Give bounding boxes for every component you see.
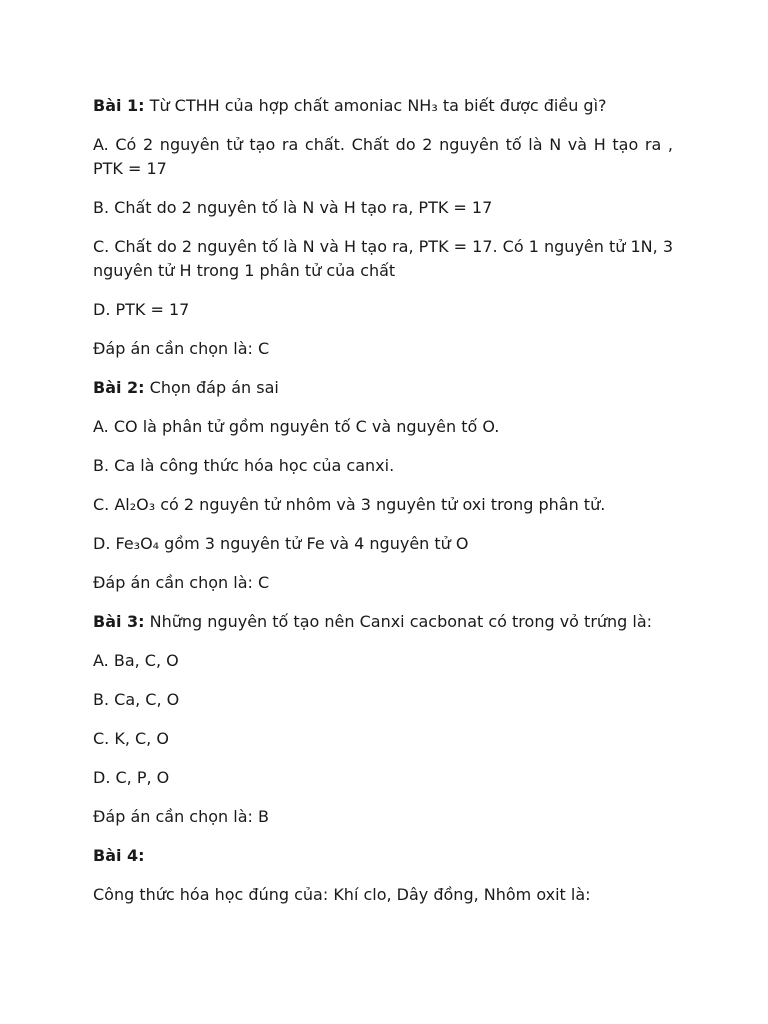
question-2-prompt (93, 376, 673, 400)
question-4-text: Công thức hóa học đúng của: Khí clo, Dây đồng, Nhôm oxit là: (93, 885, 591, 904)
question-1-option-d: D. PTK = 17 (93, 300, 190, 319)
question-1-subscript: ₃ (431, 96, 438, 115)
question-4-label: Bài 4: (93, 846, 145, 865)
question-1-option-b: B. Chất do 2 nguyên tố là N và H tạo ra, PTK = 17 (93, 198, 493, 217)
question-1-text-before: Từ CTHH của hợp chất amoniac NH (144, 96, 432, 115)
question-3-option-b: B. Ca, C, O (93, 690, 180, 709)
question-1-option-a: A. Có 2 nguyên tử tạo ra chất. Chất do 2 nguyên tố là N và H tạo ra , PTK = 17 (93, 135, 673, 178)
question-3-text: Những nguyên tố tạo nên Canxi cacbonat có trong vỏ trứng là: (144, 612, 653, 631)
question-3-option-a: A. Ba, C, O (93, 651, 179, 670)
question-3-label: Bài 3: (93, 612, 145, 631)
question-3-prompt (93, 610, 673, 634)
question-1-option-c: C. Chất do 2 nguyên tố là N và H tạo ra, PTK = 17. Có 1 nguyên tử 1N, 3 nguyên tử H trong 1 phân tử của chất (93, 237, 673, 280)
question-2-label: Bài 2: (93, 378, 145, 397)
question-1-prompt (93, 94, 673, 118)
question-2-option-b: B. Ca là công thức hóa học của canxi. (93, 456, 395, 475)
question-2-option-d: D. Fe₃O₄ gồm 3 nguyên tử Fe và 4 nguyên tử O (93, 534, 469, 553)
question-1-label: Bài 1: (93, 96, 145, 115)
question-1-answer: Đáp án cần chọn là: C (93, 339, 270, 358)
question-2-answer: Đáp án cần chọn là: C (93, 573, 270, 592)
question-3-option-d: D. C, P, O (93, 768, 170, 787)
question-2-text: Chọn đáp án sai (144, 378, 279, 397)
question-2-option-c: C. Al₂O₃ có 2 nguyên tử nhôm và 3 nguyên tử oxi trong phân tử. (93, 495, 606, 514)
question-2-option-a: A. CO là phân tử gồm nguyên tố C và nguyên tố O. (93, 417, 500, 436)
document-body (93, 94, 673, 922)
question-3-answer: Đáp án cần chọn là: B (93, 807, 269, 826)
question-3-option-c: C. K, C, O (93, 729, 169, 748)
question-1-text-after: ta biết được điều gì? (437, 96, 607, 115)
